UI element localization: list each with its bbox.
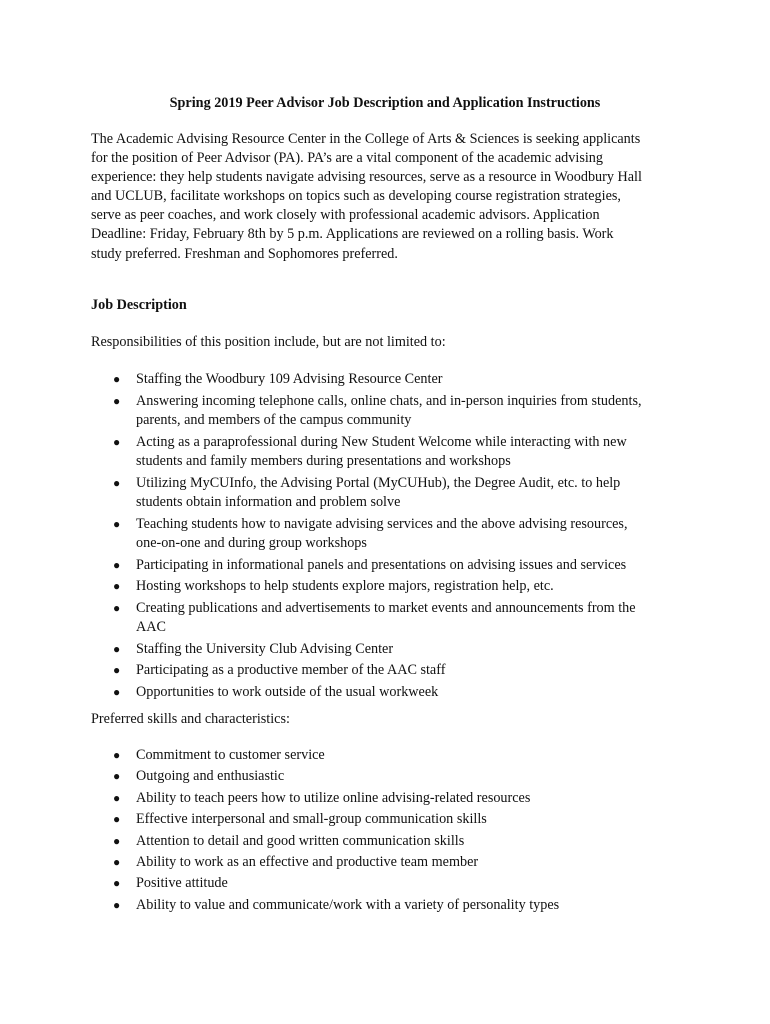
job-description-heading: Job Description xyxy=(91,297,187,313)
list-item xyxy=(0,853,559,873)
bullet-icon: ● xyxy=(113,372,121,386)
bullet-icon: ● xyxy=(113,748,121,762)
list-item-text: Ability to teach peers how to utilize online advising-related resources xyxy=(136,789,531,806)
bullet-icon: ● xyxy=(113,516,121,531)
list-item-text: AAC xyxy=(136,619,166,635)
list-item xyxy=(0,474,642,513)
intro-line: experience: they help students navigate advising resources, serve as a resource in Woodbury Hall xyxy=(91,169,642,186)
bullet-icon: ● xyxy=(113,684,121,699)
list-item xyxy=(0,556,642,576)
list-item-text: Effective interpersonal and small-group communication skills xyxy=(136,811,487,828)
list-item xyxy=(0,746,559,766)
list-item-text: students obtain information and problem solve xyxy=(136,494,401,510)
list-item-text: Utilizing MyCUInfo, the Advising Portal (MyCUHub), the Degree Audit, etc. to help xyxy=(136,474,621,491)
list-item xyxy=(0,789,559,809)
bullet-icon: ● xyxy=(113,769,121,784)
list-item xyxy=(0,433,642,472)
list-item-text: parents, and members of the campus community xyxy=(136,412,412,428)
list-item-text: Staffing the University Club Advising Center xyxy=(136,640,394,657)
list-item-text: Positive attitude xyxy=(136,875,228,892)
list-item xyxy=(0,640,642,660)
bullet-icon: ● xyxy=(113,557,121,572)
list-item-text: Acting as a paraprofessional during New Student Welcome while interacting with new xyxy=(136,433,627,450)
responsibilities-lead: Responsibilities of this position include, but are not limited to: xyxy=(91,334,446,350)
list-item xyxy=(0,392,642,431)
bullet-icon: ● xyxy=(113,579,121,593)
list-item-text: Opportunities to work outside of the usual workweek xyxy=(136,683,439,700)
list-item-text: one-on-one and during group workshops xyxy=(136,535,367,551)
bullet-icon: ● xyxy=(113,833,121,848)
intro-line: Deadline: Friday, February 8th by 5 p.m. Applications are reviewed on a rolling basis. Work xyxy=(91,226,614,243)
list-item-text: Attention to detail and good written communication skills xyxy=(136,832,465,849)
bullet-icon: ● xyxy=(113,434,121,449)
intro-line: study preferred. Freshman and Sophomores preferred. xyxy=(91,245,398,262)
list-item-text: Commitment to customer service xyxy=(136,747,325,763)
list-item xyxy=(0,683,642,703)
list-item-text: Answering incoming telephone calls, online chats, and in-person inquiries from students, xyxy=(136,392,642,409)
list-item-text: Ability to work as an effective and productive team member xyxy=(136,853,479,870)
intro-line: and UCLUB, facilitate workshops on topics such as developing course registration strategies, xyxy=(91,188,621,205)
bullet-icon: ● xyxy=(113,600,121,615)
list-item xyxy=(0,810,559,830)
list-item xyxy=(0,874,559,894)
list-item xyxy=(0,896,559,916)
list-item xyxy=(0,577,642,597)
bullet-icon: ● xyxy=(113,393,121,408)
responsibilities-list xyxy=(0,370,642,704)
list-item-text: Staffing the Woodbury 109 Advising Resource Center xyxy=(136,371,443,387)
bullet-icon: ● xyxy=(113,876,121,891)
bullet-icon: ● xyxy=(113,812,121,827)
list-item-text: Hosting workshops to help students explore majors, registration help, etc. xyxy=(136,578,554,594)
list-item xyxy=(0,832,559,852)
list-item-text: Outgoing and enthusiastic xyxy=(136,768,285,785)
bullet-icon: ● xyxy=(113,641,121,656)
list-item xyxy=(0,370,642,390)
list-item xyxy=(0,515,642,554)
list-item-text: Ability to value and communicate/work with a variety of personality types xyxy=(136,896,560,913)
preferred-skills-list xyxy=(0,746,559,917)
bullet-icon: ● xyxy=(113,854,121,869)
bullet-icon: ● xyxy=(113,897,121,912)
bullet-icon: ● xyxy=(113,790,121,805)
intro-line: for the position of Peer Advisor (PA). PA’s are a vital component of the academic advising xyxy=(91,150,603,167)
list-item xyxy=(0,767,559,787)
bullet-icon: ● xyxy=(113,475,121,490)
list-item-text: Teaching students how to navigate advising services and the above advising resources, xyxy=(136,515,628,532)
bullet-icon: ● xyxy=(113,663,121,677)
list-item-text: students and family members during presentations and workshops xyxy=(136,453,511,469)
list-item-text: Creating publications and advertisements to market events and announcements from the xyxy=(136,599,636,616)
intro-paragraph xyxy=(91,130,642,264)
list-item xyxy=(0,661,642,681)
list-item xyxy=(0,599,642,638)
list-item-text: Participating in informational panels and presentations on advising issues and services xyxy=(136,556,627,573)
intro-line: serve as peer coaches, and work closely with professional academic advisors. Application xyxy=(91,207,600,224)
intro-line: The Academic Advising Resource Center in the College of Arts & Sciences is seeking applicants xyxy=(91,131,641,147)
preferred-skills-lead: Preferred skills and characteristics: xyxy=(91,711,290,727)
document-title: Spring 2019 Peer Advisor Job Description and Application Instructions xyxy=(169,95,601,111)
list-item-text: Participating as a productive member of the AAC staff xyxy=(136,662,446,678)
